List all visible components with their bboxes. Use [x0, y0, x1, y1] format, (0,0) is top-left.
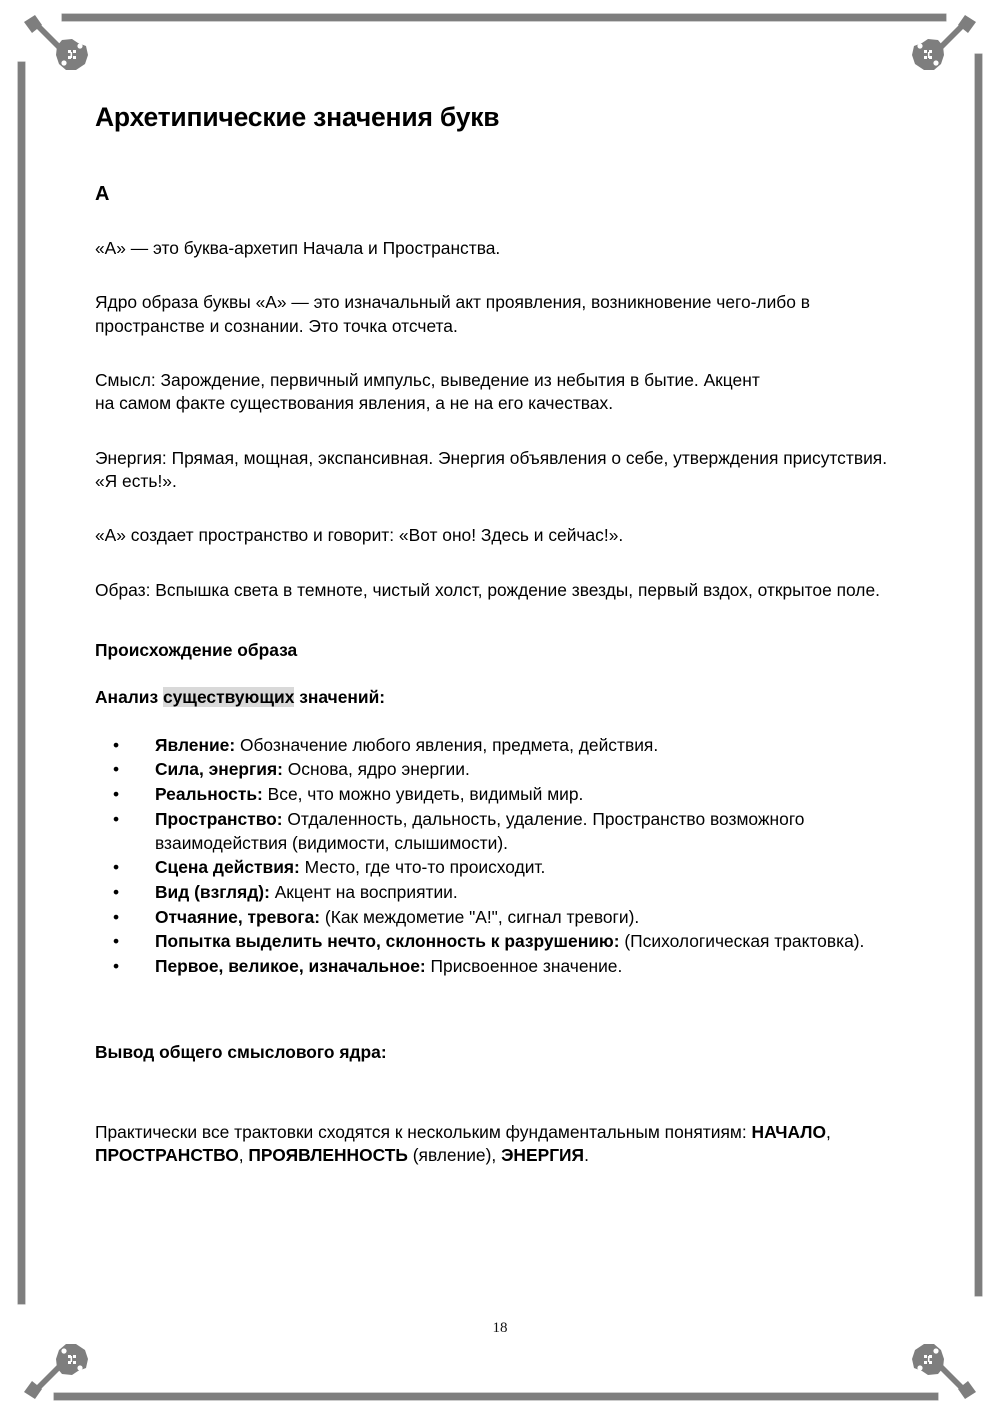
conclusion-trailing: . [584, 1145, 589, 1166]
conclusion-concept-3: ПРОЯВЛЕННОСТЬ [248, 1145, 408, 1166]
bullet-marker: • [113, 931, 120, 952]
bullet-marker: • [113, 734, 120, 755]
list-item-description: (Психологическая трактовка). [619, 931, 865, 952]
list-item-description: Обозначение любого явления, предмета, действия. [235, 734, 659, 755]
list-item [95, 734, 895, 758]
list-item [95, 808, 895, 855]
list-item-description: Все, что можно увидеть, видимый мир. [262, 784, 584, 805]
list-item [95, 856, 895, 880]
list-item [95, 881, 895, 905]
list-item [95, 955, 895, 979]
bullet-marker: • [113, 955, 120, 976]
bullet-marker: • [113, 784, 120, 805]
bullet-marker: • [113, 808, 120, 829]
list-item-description: Отдаленность, дальность, удаление. Пространство возможного взаимодействия (видимости, слышимости). [155, 808, 805, 853]
document-body [95, 0, 895, 1168]
paragraph-meaning [95, 338, 895, 416]
bullet-marker: • [113, 759, 120, 780]
list-item [95, 783, 895, 807]
heading-conclusion: Вывод общего смыслового ядра: [95, 1041, 387, 1062]
conclusion-lead: Практически все трактовки сходятся к нескольким фундаментальным понятиям: [95, 1121, 752, 1142]
list-item-term: Явление: [155, 734, 236, 755]
list-item-term: Первое, великое, изначальное: [155, 955, 426, 976]
heading-analysis-suffix: значений: [294, 686, 386, 707]
list-item-term: Отчаяние, тревога: [155, 906, 321, 927]
paragraph-energy: Энергия: Прямая, мощная, экспансивная. Энергия объявления о себе, утверждения присутствия. «Я есть!». [95, 447, 888, 491]
meanings-list [95, 708, 895, 979]
conclusion-concept-2: ПРОСТРАНСТВО [95, 1145, 239, 1166]
heading-analysis-prefix: Анализ [95, 686, 163, 707]
heading-origin: Происхождение образа [95, 639, 298, 660]
list-item-description: Место, где что-то происходит. [299, 857, 546, 878]
conclusion-separator-1: , [826, 1121, 831, 1142]
paragraph-meaning-line2: на самом факте существования явления, а не на его качествах. [95, 393, 614, 414]
paragraph-image: Образ: Вспышка света в темноте, чистый холст, рождение звезды, первый вздох, открытое поле. [95, 579, 880, 600]
frame-rule-right [975, 54, 982, 1296]
list-item-term: Сцена действия: [155, 857, 300, 878]
paragraph-creates: «А» создает пространство и говорит: «Вот оно! Здесь и сейчас!». [95, 525, 624, 546]
bullet-marker: • [113, 906, 120, 927]
list-item [95, 930, 895, 954]
list-item-description: (Как междометие "А!", сигнал тревоги). [320, 906, 640, 927]
paragraph-meaning-line1: Смысл: Зарождение, первичный импульс, выведение из небытия в бытие. Акцент [95, 369, 760, 390]
letter-heading: А [95, 183, 110, 205]
list-item-description: Основа, ядро энергии. [282, 759, 470, 780]
list-item-term: Пространство: [155, 808, 283, 829]
bullet-marker: • [113, 857, 120, 878]
paragraph-intro: «А» — это буква-архетип Начала и Пространства. [95, 238, 501, 258]
corner-ornament-top-right [890, 8, 982, 100]
paragraph-core: Ядро образа буквы «А» — это изначальный акт проявления, возникновение чего-либо в пространстве и сознании. Это точка отсчета. [95, 292, 810, 336]
frame-rule-left [18, 62, 25, 1304]
bullet-marker: • [113, 881, 120, 902]
conclusion-concept-4: ЭНЕРГИЯ [501, 1145, 585, 1166]
list-item-description: Присвоенное значение. [425, 955, 623, 976]
list-item [95, 758, 895, 782]
list-item-term: Вид (взгляд): [155, 881, 270, 902]
paragraph-conclusion [95, 1063, 895, 1168]
conclusion-parenthetical: (явление), [407, 1145, 502, 1166]
page-title: Архетипические значения букв [95, 102, 500, 132]
list-item-term: Реальность: [155, 784, 263, 805]
conclusion-separator-2: , [238, 1145, 249, 1166]
list-item-term: Сила, энергия: [155, 759, 283, 780]
page-number: 18 [492, 1320, 508, 1336]
list-item [95, 906, 895, 930]
list-item-term: Попытка выделить нечто, склонность к разрушению: [155, 931, 620, 952]
conclusion-concept-1: НАЧАЛО [751, 1121, 827, 1142]
heading-analysis-highlight: существующих [162, 686, 295, 707]
list-item-description: Акцент на восприятии. [269, 881, 458, 902]
frame-rule-bottom [54, 1393, 938, 1400]
heading-analysis [95, 661, 895, 708]
